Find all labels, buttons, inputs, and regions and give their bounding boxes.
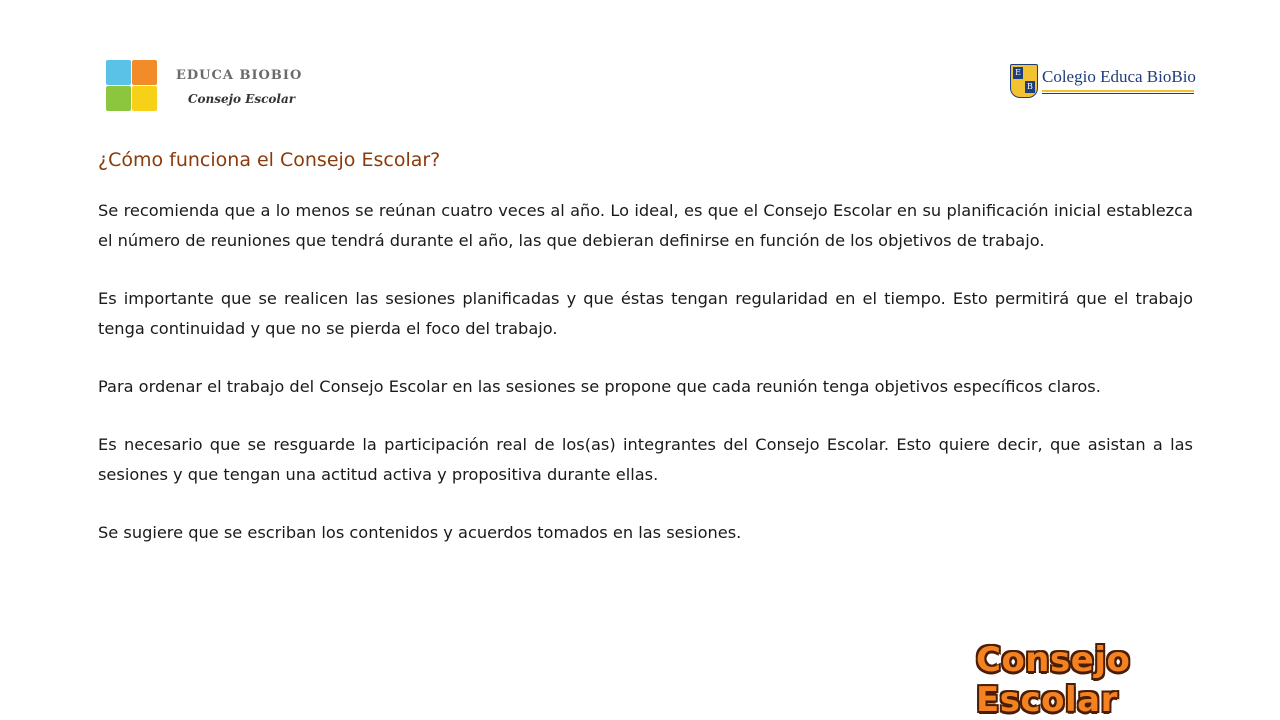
educa-biobio-logo [104, 56, 324, 118]
slide-content [98, 146, 1193, 548]
puzzle-logo-icon [104, 56, 164, 114]
page-title: ¿Cómo funciona el Consejo Escolar? [98, 149, 441, 171]
paragraph: Se sugiere que se escriban los contenidos y acuerdos tomados en las sesiones. [98, 523, 742, 542]
divider [1042, 93, 1194, 94]
logo-brand-text: EDUCA BIOBIO [176, 68, 303, 83]
school-name: Colegio Educa BioBio [1042, 67, 1196, 86]
school-shield-icon: E B [1010, 64, 1038, 98]
paragraph: Para ordenar el trabajo del Consejo Escolar en las sesiones se propone que cada reunión tenga objetivos específicos claros. [98, 377, 1101, 396]
logo-subtitle-text: Consejo Escolar [188, 92, 296, 106]
paragraph: Es necesario que se resguarde la participación real de los(as) integrantes del Consejo Escolar. Esto quiere decir, que asistan a las sesiones y que tengan una actitud activa y propositiva durante ellas. [98, 435, 1193, 484]
divider [1042, 90, 1194, 92]
paragraph: Se recomienda que a lo menos se reúnan cuatro veces al año. Lo ideal, es que el Consejo Escolar en su planificación inicial establezca el número de reuniones que tendrá durante el año, las que debieran definirse en función de los objetivos de trabajo. [98, 201, 1193, 250]
paragraph: Es importante que se realicen las sesiones planificadas y que éstas tengan regularidad en el tiempo. Esto permitirá que el trabajo tenga continuidad y que no se pierda el foco del trabajo. [98, 289, 1193, 338]
consejo-escolar-footer-logo [976, 640, 1236, 720]
colegio-logo [1008, 62, 1198, 98]
footer-logo-text: Consejo Escolar [976, 640, 1131, 720]
